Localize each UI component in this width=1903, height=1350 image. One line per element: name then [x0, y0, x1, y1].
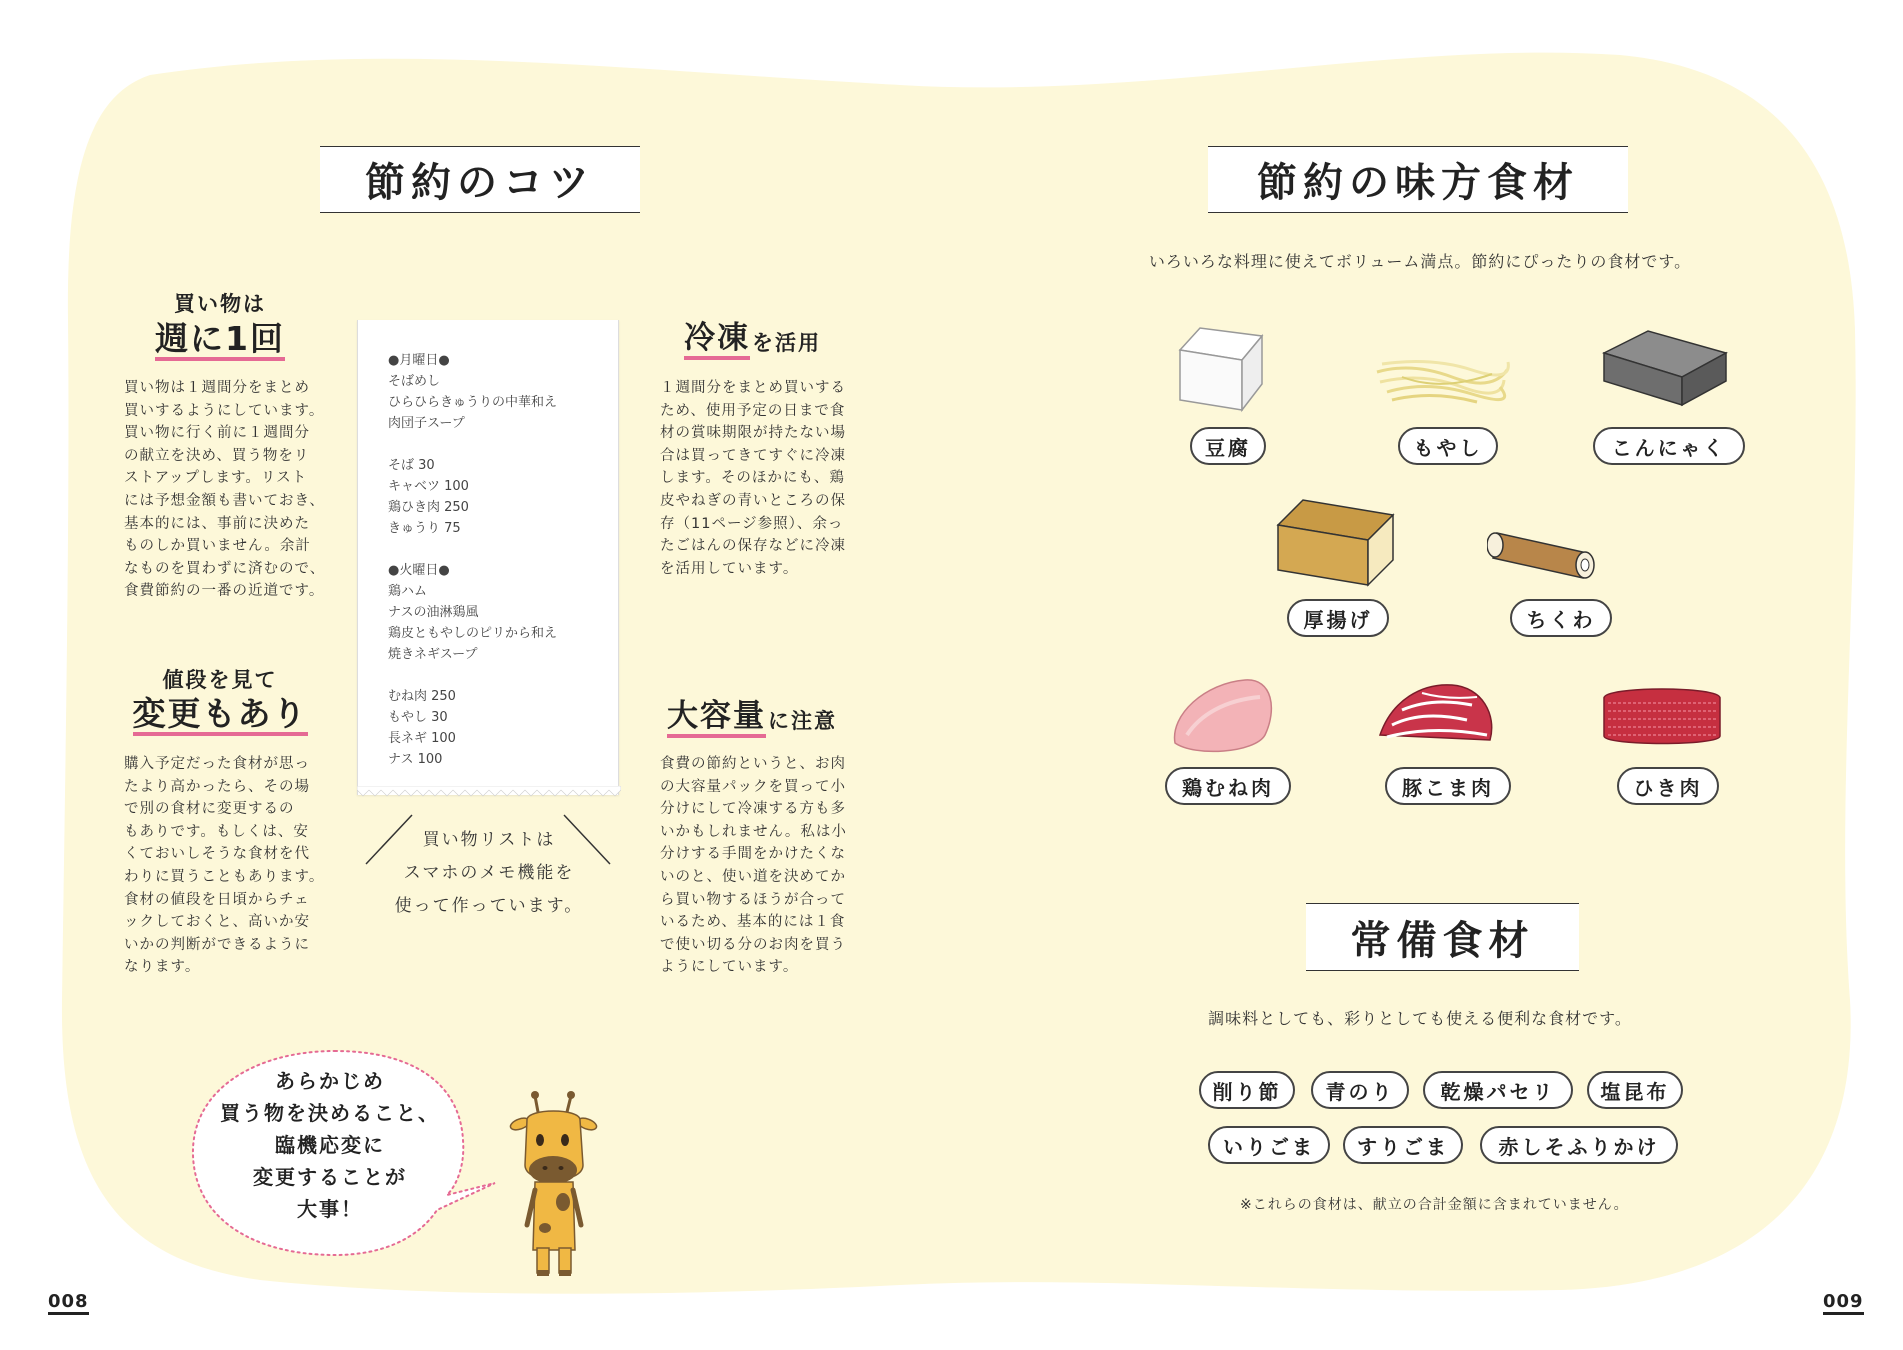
section2-small-heading: 値段を見て	[162, 668, 278, 692]
receipt-line: むね肉 250	[388, 689, 456, 704]
food-label-chicken-breast: 鶏むね肉	[1165, 767, 1291, 805]
section2-big-heading-text: 変更もあり	[133, 694, 308, 736]
staple-surigoma: すりごま	[1343, 1126, 1463, 1164]
right-page-number: 009	[1823, 1292, 1864, 1315]
section2-body: 購入予定だった食材が思っ たより高かったら、その場 で別の食材に変更するの もありです。もしくは、安 くておいしそうな食材を代 わりに買うこともあります。 食材の値段を日頃からチェ ックしておくと、高いか安 いかの判断ができるように なります。	[124, 756, 325, 976]
staples-title-text: 常備食材	[1350, 917, 1535, 964]
food-label-tofu: 豆腐	[1190, 427, 1266, 465]
receipt-line: ひらひらきゅうりの中華和え	[388, 395, 558, 410]
section1-small-heading: 買い物は	[174, 292, 266, 316]
receipt-line: 鶏皮ともやしのピリから和え	[388, 626, 558, 641]
receipt-line: そばめし	[388, 374, 441, 389]
receipt-line: キャベツ 100	[388, 479, 469, 494]
section4-heading-small: に注意	[768, 709, 837, 733]
food-label-moyashi: もやし	[1398, 427, 1498, 465]
receipt-line	[388, 665, 557, 686]
staple-dried-parsley: 乾燥パセリ	[1423, 1071, 1573, 1109]
speech-bubble-text: あらかじめ 買う物を決めること、 臨機応変に 変更することが 大事！	[220, 1069, 440, 1221]
receipt-line	[388, 434, 557, 455]
staple-akashiso-furikake: 赤しそふりかけ	[1480, 1126, 1678, 1164]
left-page-number: 008	[48, 1292, 89, 1315]
chikuwa-icon	[1487, 518, 1607, 588]
section3-heading-big: 冷凍	[684, 312, 750, 360]
food-label-minced-meat: ひき肉	[1617, 767, 1719, 805]
receipt-line	[388, 539, 557, 560]
section1-big-heading-text: 週に1回	[155, 319, 285, 361]
receipt-line: そば 30	[388, 458, 435, 473]
receipt-line: ●火曜日●	[388, 563, 450, 578]
staples-subtitle: 調味料としても、彩りとしても使える便利な食材です。	[1208, 1009, 1632, 1028]
receipt-line: ナス 100	[388, 752, 443, 767]
receipt-line: もやし 30	[388, 710, 448, 725]
staple-shiokombu: 塩昆布	[1587, 1071, 1683, 1109]
konnyaku-icon	[1598, 325, 1733, 410]
minced-meat-icon	[1598, 678, 1726, 748]
right-page-title	[1208, 146, 1628, 213]
pork-icon	[1372, 675, 1502, 750]
staples-title	[1306, 903, 1579, 971]
section1-big-heading	[125, 313, 315, 360]
section4-heading	[667, 690, 837, 738]
giraffe-mascot-icon	[505, 1090, 605, 1280]
atsuage-icon	[1273, 495, 1398, 590]
section4-heading-big: 大容量	[667, 690, 766, 738]
staples-note: ※これらの食材は、献立の合計金額に含まれていません。	[1240, 1197, 1629, 1213]
staple-aonori: 青のり	[1311, 1071, 1409, 1109]
staple-irigoma: いりごま	[1208, 1126, 1330, 1164]
food-label-konnyaku: こんにゃく	[1593, 427, 1745, 465]
receipt-line: ナスの油淋鶏風	[388, 605, 479, 620]
receipt-lines	[388, 350, 557, 770]
receipt-line: 肉団子スープ	[388, 416, 465, 431]
receipt-line: 長ネギ 100	[388, 731, 456, 746]
food-label-atsuage: 厚揚げ	[1287, 599, 1389, 637]
receipt-line: ●月曜日●	[388, 353, 450, 368]
chicken-breast-icon	[1165, 675, 1280, 755]
left-page-title	[320, 146, 640, 213]
left-page-title-text: 節約のコツ	[365, 160, 595, 206]
receipt-line: 鶏ひき肉 250	[388, 500, 469, 515]
receipt-line: 鶏ハム	[388, 584, 428, 599]
food-label-chikuwa: ちくわ	[1510, 599, 1612, 637]
section3-heading-small: を活用	[752, 331, 821, 355]
staple-katsuobushi: 削り節	[1199, 1071, 1295, 1109]
section2-big-heading	[118, 688, 322, 735]
receipt-caption: 買い物リストは スマホのメモ機能を 使って作っています。	[394, 830, 584, 916]
moyashi-icon	[1372, 352, 1512, 412]
right-page-title-text: 節約の味方食材	[1257, 160, 1579, 206]
section3-heading	[684, 312, 821, 360]
tofu-icon	[1170, 322, 1270, 417]
section3-body: １週間分をまとめ買いする ため、使用予定の日まで食 材の賞味期限が持たない場 合は買ってきてすぐに冷凍 します。そのほかにも、鶏 皮やねぎの青いところの保 存（11ページ参照）、余っ たごはんの保存などに冷凍 を活用しています。	[660, 380, 846, 577]
receipt-torn-edge	[357, 786, 621, 798]
section1-body: 買い物は１週間分をまとめ 買いするようにしています。 買い物に行く前に１週間分 の献立を決め、買う物をリ ストアップします。リスト には予想金額も書いておき、 基本的には、事前に決めた ものしか買いません。余計 なものを買わずに済むので、 食費節約の一番の近道です。	[124, 380, 326, 600]
section4-body: 食費の節約というと、お肉 の大容量パックを買って小 分けにして冷凍する方も多 いかもしれません。私は小 分けする手間をかけたくな いのと、使い道を決めてか ら買い物するほうが合って いるため、基本的には１食 で使い切る分のお肉を買う ようにしています。	[660, 756, 847, 976]
food-label-pork: 豚こま肉	[1385, 767, 1511, 805]
right-page-subtitle: いろいろな料理に使えてボリューム満点。節約にぴったりの食材です。	[1148, 252, 1692, 271]
receipt-line: 焼きネギスープ	[388, 647, 478, 662]
receipt-line: きゅうり 75	[388, 521, 461, 536]
shopping-list-receipt	[357, 320, 619, 795]
